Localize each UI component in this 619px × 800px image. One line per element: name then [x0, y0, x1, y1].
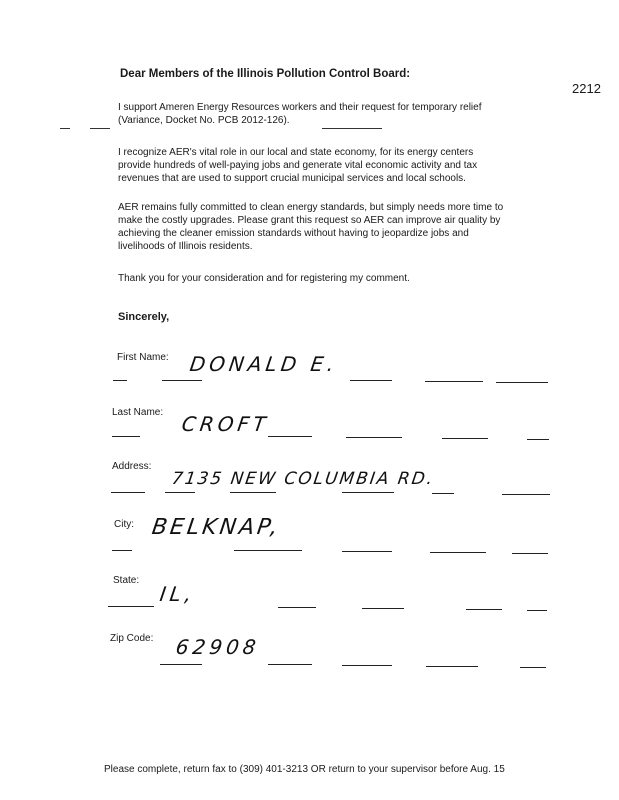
- field-line: [160, 664, 202, 665]
- field-line: [113, 380, 127, 381]
- paragraph-line: (Variance, Docket No. PCB 2012-126).: [118, 115, 290, 126]
- field-line: [342, 492, 394, 493]
- closing-sincerely: Sincerely,: [118, 311, 170, 323]
- paragraph-line: livelihoods of Illinois residents.: [118, 241, 253, 252]
- paragraph-thanks: [118, 272, 410, 285]
- paragraph-line: I support Ameren Energy Resources workers and their request for temporary relief: [118, 102, 482, 113]
- state-field[interactable]: IL,: [158, 582, 198, 606]
- field-line: [230, 492, 276, 493]
- zip-code-label: Zip Code:: [110, 633, 154, 644]
- paragraph-line: make the costly upgrades. Please grant this request so AER can improve air quality by: [118, 215, 501, 226]
- field-line: [430, 552, 486, 553]
- field-line: [442, 438, 488, 439]
- last-name-label: Last Name:: [112, 407, 164, 418]
- first-name-label: First Name:: [117, 352, 169, 363]
- document-number: 2212: [572, 81, 601, 96]
- paragraph-support: [118, 101, 482, 127]
- zip-code-field[interactable]: 62908: [174, 635, 262, 659]
- field-line: [112, 436, 140, 437]
- field-line: [165, 492, 195, 493]
- first-name-field[interactable]: DONALD E.: [188, 352, 340, 376]
- field-line: [432, 493, 454, 494]
- address-field[interactable]: 7135 NEW COLUMBIA RD.: [170, 469, 436, 489]
- paragraph-line: Thank you for your consideration and for registering my comment.: [118, 273, 410, 284]
- paragraph-line: AER remains fully committed to clean energy standards, but simply needs more time to: [118, 202, 504, 213]
- leader-dash: [90, 128, 110, 129]
- field-line: [111, 492, 145, 493]
- paragraph-recognize: [118, 146, 477, 185]
- field-line: [502, 494, 550, 495]
- paragraph-line: I recognize AER's vital role in our local and state economy, for its energy centers: [118, 147, 474, 158]
- field-line: [425, 381, 483, 382]
- address-label: Address:: [112, 461, 152, 472]
- field-line: [342, 551, 392, 552]
- state-label: State:: [113, 575, 140, 586]
- field-line: [512, 553, 548, 554]
- leader-dash: [60, 128, 70, 129]
- field-line: [527, 610, 547, 611]
- field-line: [268, 436, 312, 437]
- field-line: [234, 550, 302, 551]
- field-line: [496, 382, 548, 383]
- paragraph-line: achieving the cleaner emission standards without having to jeopardize jobs and: [118, 228, 469, 239]
- letter-heading: Dear Members of the Illinois Pollution Control Board:: [120, 68, 411, 80]
- city-label: City:: [114, 519, 134, 530]
- field-line: [278, 607, 316, 608]
- field-line: [466, 609, 502, 610]
- paragraph-commitment: [118, 201, 503, 253]
- field-line: [426, 666, 478, 667]
- footer-instructions: Please complete, return fax to (309) 401-3213 OR return to your supervisor before Aug. 15: [104, 764, 505, 775]
- field-line: [527, 439, 549, 440]
- field-line: [108, 606, 154, 607]
- city-field[interactable]: BELKNAP,: [150, 515, 283, 540]
- field-line: [268, 664, 312, 665]
- paragraph-line: revenues that are used to support crucial municipal services and local schools.: [118, 173, 466, 184]
- field-line: [350, 380, 392, 381]
- last-name-field[interactable]: CROFT: [180, 412, 272, 436]
- field-line: [520, 667, 546, 668]
- field-line: [112, 550, 132, 551]
- leader-dash: [322, 128, 382, 129]
- field-line: [162, 380, 202, 381]
- paragraph-line: provide hundreds of well-paying jobs and generate vital economic activity and tax: [118, 160, 478, 171]
- field-line: [342, 665, 392, 666]
- field-line: [362, 608, 404, 609]
- field-line: [346, 437, 402, 438]
